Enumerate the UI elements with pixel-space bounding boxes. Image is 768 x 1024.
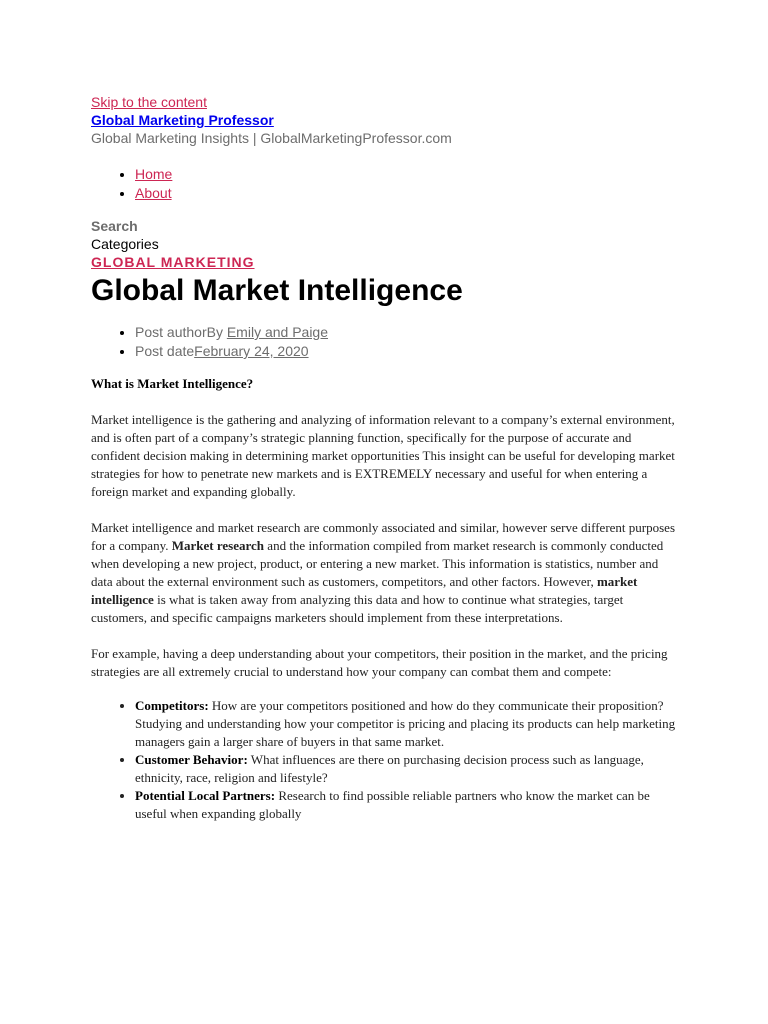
category-link-global-marketing[interactable]: GLOBAL MARKETING: [91, 254, 255, 270]
site-title-link[interactable]: Global Marketing Professor: [91, 112, 274, 128]
post-title: Global Market Intelligence: [91, 274, 463, 307]
content-paragraph-3: For example, having a deep understanding about your competitors, their position in the market, and the pricing strategies are all extremely crucial to understand how your company can combat them and compete:: [91, 646, 668, 679]
categories-label: Categories: [91, 236, 159, 252]
nav-item-about: [135, 184, 691, 203]
post-date-label: Post date: [135, 343, 195, 359]
key-points-list: [91, 697, 681, 823]
point-term: Potential Local Partners:: [135, 788, 276, 803]
point-text: Research to find possible reliable partners who know the market can be useful when expanding globally: [135, 788, 650, 821]
post-meta-date: [135, 342, 691, 361]
p2-text-a: Market intelligence and market research are commonly associated and similar, however serve different purposes for a company.: [91, 520, 676, 553]
page-wrapper: [91, 94, 691, 823]
nav-item-home: [135, 165, 691, 184]
nav-link-about[interactable]: About: [135, 185, 172, 201]
search-toggle[interactable]: Search: [91, 218, 138, 234]
post-meta: [91, 323, 691, 361]
p2-text-e: is what is taken away from analyzing this data and how to continue what strategies, target customers, and specific campaigns marketers should implement from these interpretations.: [91, 592, 624, 625]
post-author-prefix: By: [206, 324, 227, 340]
nav-link-home[interactable]: Home: [135, 166, 173, 182]
point-term: Competitors:: [135, 698, 209, 713]
content-heading-question: What is Market Intelligence?: [91, 376, 254, 391]
post-author-label: Post author: [135, 324, 207, 340]
point-text: What influences are there on purchasing decision process such as language, ethnicity, race, religion and lifestyle?: [135, 752, 644, 785]
p2-bold-market-intelligence: market intelligence: [91, 574, 638, 607]
p2-bold-market-research: Market research: [171, 538, 265, 553]
content-paragraph-1: Market intelligence is the gathering and analyzing of information relevant to a company’s external environment, and is often part of a company’s strategic planning function, specifically for the purpose of accurate and confident decision making in determining market opportunities This insight can be useful for developing market strategies for how to penetrate new markets and is EXTREMELY necessary and useful for when entering a foreign market and expanding globally.: [91, 412, 675, 499]
list-item: [135, 751, 681, 787]
point-text: How are your competitors positioned and how do they communicate their proposition? Studying and understanding how your competitor is pricing and placing its products can help marketing managers gain a larger share of buyers in that same market.: [135, 698, 676, 749]
p2-text-c: and the information compiled from market research is commonly conducted when developing a new project, product, or entering a new market. This information is statistics, number and data about the external environment such as customers, competitors, and other factors. However,: [91, 538, 664, 589]
list-item: [135, 697, 681, 751]
content-paragraph-2: [91, 519, 681, 627]
post-author-link[interactable]: Emily and Paige: [226, 324, 329, 340]
post-date-link[interactable]: February 24, 2020: [194, 343, 309, 359]
site-tagline: Global Marketing Insights | GlobalMarketingProfessor.com: [91, 130, 452, 146]
skip-to-content-link[interactable]: Skip to the content: [91, 94, 207, 110]
primary-nav: [91, 165, 691, 203]
point-term: Customer Behavior:: [135, 752, 248, 767]
list-item: [135, 787, 681, 823]
post-meta-author: [135, 323, 691, 342]
post-content: [91, 375, 681, 823]
